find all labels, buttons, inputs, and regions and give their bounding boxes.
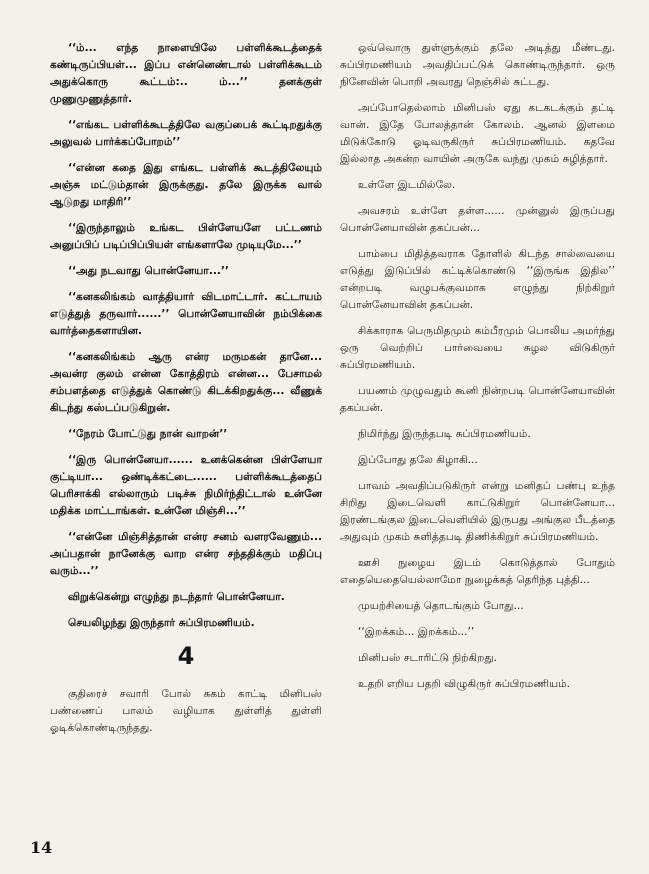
paragraph: ‘‘இரு பொன்னேயா...... உனக்கென்ன பிள்ளேயா குட்டியா... ஒண்டிக்கட்டை...... பள்ளிக்கூடத்தைப் பெரிசாக்கி எல்லாரும் படிச்சு நிமிர்ந்திட்டால் உன்னே மதிக்க மாட்டாங்கள். உன்னே மிஞ்சி...’’: [50, 454, 322, 517]
paragraph: நிமிர்ந்து இருந்தபடி சுப்பிரமணியம்.: [358, 428, 531, 440]
paragraph: பாம்பை மிதித்தவராக தோளில் கிடந்த சால்வையை எடுத்து இடுப்பில் கட்டிக்கொண்டு ‘‘இருங்க இதில’’ என்றபடி வழுபக்குவமாக எழுந்து நிற்கிறுர் பொன்னேயாவின் தகப்பன்.: [340, 248, 615, 311]
left-column: [50, 40, 322, 746]
paragraph: ‘‘அது நடவாது பொன்னேயா...’’: [68, 265, 229, 277]
paragraph: ‘‘கனகலிங்கம் வாத்தியார் விடமாட்டார். கட்டாயம் எடுத்துத் தருவார்......’’ பொன்னேயாவின் நம்பிக்கை வார்த்தைகளாயின.: [50, 291, 322, 337]
paragraph: பாவம் அவதிப்படுகிருர் என்று மனிதப் பண்பு உந்த சிறிது இடைவெளி காட்டுகிறுர் பொன்னேயா... இரண்டங்குல இடைவெளியில் இருபது அங்குல பீடத்தை அதுவும் முகம் சுளித்தபடி திணிக்கிறுர் சுப்பிரமணியம்.: [340, 480, 615, 543]
paragraph: அவசரம் உள்ளே தள்ள...... முன்னுல் இருப்பது பொன்னேயாவின் தகப்பன்...: [340, 205, 615, 234]
paragraph: அப்போதெல்லாம் மினிபஸ் ஏது கடகடக்கும் தட்டி வான். இதே போலத்தான் கோலம். ஆனல் இளமை மிடுக்கோடு ஓடிவருகிருர் சுப்பிரமணியம். கதவே இல்லாத அகன்ற வாயின் அருகே வந்து முகம் சுழித்தார்.: [340, 102, 615, 165]
paragraph: ஒவ்வொரு துள்ளுக்கும் தலே அடித்து மீண்டது. சுப்பிரமணியம் அவதிப்பட்டுக் கொண்டிருந்தார். ஒரு நினேவின் பொறி அவரது நெஞ்சில் சுட்டது.: [340, 42, 615, 88]
paragraph: ‘‘நேரம் போட்டுது நான் வாறன்’’: [68, 428, 228, 440]
paragraph: ‘‘இறக்கம்... இறக்கம்...’’: [358, 626, 475, 638]
paragraph: முயற்சியைத் தொடங்கும் போது...: [358, 600, 524, 612]
paragraph: ‘‘இருந்தாலும் உங்கட பிள்ளேயளே பட்டணம் அனுப்பிப் படிப்பிப்பியள் எங்களாலே முடியுமே...’’: [50, 222, 322, 251]
paragraph: ஊசி நுழைய இடம் கொடுத்தால் போதும் எதையெதையெல்லாமோ நுழைக்கத் தெரிந்த புத்தி...: [340, 557, 615, 586]
paragraph: உதறி எறிய பதறி விழுகிருர் சுப்பிரமணியம்.: [358, 678, 571, 690]
right-column: [340, 40, 615, 702]
paragraph: செயலிழந்து இருந்தார் சுப்பிரமணியம்.: [68, 617, 255, 629]
chapter-number: 4: [177, 642, 195, 670]
paragraph: பயணம் முழுவதும் கூனி நின்றபடி பொன்னேயாவின் தகப்பன்.: [340, 385, 615, 414]
paragraph: ‘‘ம்... எந்த நாளையிலே பள்ளிக்கூடத்தைக் கண்டிருப்பியள்... இப்ப என்னெண்டால் பள்ளிக்கூடம் அதுக்கொரு கூட்டம்:.. ம்...’’ தனக்குள் முணுமுணுத்தார்.: [50, 42, 322, 105]
paragraph: ‘‘எங்கட பள்ளிக்கூடத்திலே வகுப்பைக் கூட்டிறதுக்கு அலுவல் பார்க்கப்போறம்’’: [50, 119, 322, 148]
paragraph: மினிபஸ் சடாரிட்டு நிற்கிறது.: [358, 652, 497, 664]
paragraph: சிக்காராக பெருமிதமும் கம்பீரமும் பொலிய அமர்ந்து ஒரு வெற்றிப் பார்வையை சுழல விடுகிருர் சுப்பிரமணியம்.: [340, 325, 615, 371]
paragraph: ‘‘என்னே மிஞ்சித்தான் என்ர சனம் வளரவேணும்... அப்பதான் நானேக்கு வாற என்ர சந்ததிக்கும் மதிப்பு வரும்...’’: [50, 531, 322, 577]
paragraph: இப்போது தலே கிழாகி...: [358, 454, 478, 466]
paragraph: விறுக்கென்று எழுந்து நடந்தார் பொன்னேயா.: [68, 591, 285, 603]
paragraph: உள்ளே இடமில்லே.: [358, 179, 456, 191]
paragraph: குதிரைச் சவாரி போல் சுகம் காட்டி மினிபஸ் பண்ணைப் பாலம் வழியாக துள்ளித் துள்ளி ஓடிக்கொண்டிருந்தது.: [50, 688, 322, 734]
paragraph: ‘‘என்ன கதை இது எங்கட பள்ளிக் கூடத்திலேயும் அஞ்சு மட்டும்தான் இருக்குது. தலே இருக்க வால் ஆடுறது மாதிரி’’: [50, 162, 322, 208]
page-number: 14: [30, 838, 53, 857]
paragraph: ‘‘கனகலிங்கம் ஆரு என்ர மருமகன் தானே... அவன்ர குலம் என்ன கோத்திரம் என்ன... பேசாமல் சம்பளத்தை எடுத்துக் கொண்டு கிடக்கிறதுக்கு... வீணுக் கிடந்து கஸ்டப்படுகிறுன்.: [50, 351, 322, 414]
